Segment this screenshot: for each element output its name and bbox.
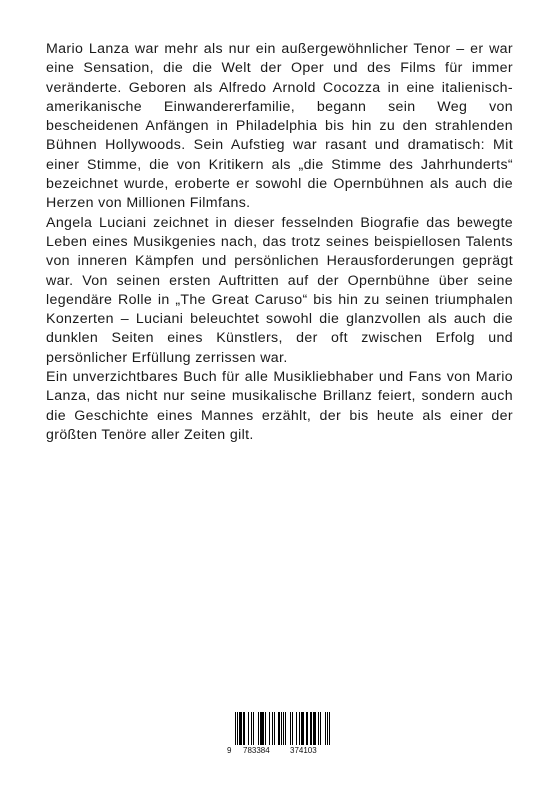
barcode-bar <box>279 712 280 745</box>
barcode-bar <box>325 712 326 745</box>
barcode-bar <box>299 712 300 745</box>
back-cover-text <box>46 40 513 445</box>
barcode-bar <box>248 712 249 745</box>
barcode-bar <box>253 712 254 745</box>
isbn-barcode <box>226 711 332 757</box>
barcode-bar <box>296 712 297 745</box>
paragraph-biography: Angela Luciani zeichnet in dieser fesselnden Biografie das bewegte Leben eines Musikgenies nach, das trotz seines beispiellosen Talents von inneren Kämpfen und persönlichen Herausforderungen geprägt war. Von seinen ersten Auftritten auf der Opernbühne über seine legendäre Rolle in „The Great Caruso“ bis hin zu seinen triumphalen Konzerten – Luciani beleuchtet sowohl die glanzvollen als auch die dunklen Seiten eines Künstlers, der oft zwischen Erfolg und persönlicher Erfüllung zerrissen war. <box>46 214 513 366</box>
barcode-bar <box>251 712 252 745</box>
barcode-bar <box>243 712 244 745</box>
barcode-bar <box>307 712 308 745</box>
barcode-bar <box>260 712 261 745</box>
barcode-bar <box>313 712 314 745</box>
barcode-bar <box>274 712 275 745</box>
barcode-bar <box>311 712 312 745</box>
barcode-digit-group-left: 783384 <box>243 746 270 755</box>
barcode-bar <box>239 712 240 745</box>
barcode-bar <box>302 712 303 745</box>
barcode-bar <box>265 712 266 745</box>
barcode-bar <box>278 712 279 745</box>
barcode-bar <box>258 712 259 745</box>
paragraph-intro: Mario Lanza war mehr als nur ein außergewöhnlicher Tenor – er war eine Sensation, die die Welt der Oper und des Films für immer veränderte. Geboren als Alfredo Arnold Cocozza in eine italienisch-amerikanische Einwandererfamilie, begann sein Weg von bescheidenen Anfängen in Philadelphia bis hin zu den strahlenden Bühnen Hollywoods. Sein Aufstieg war rasant und dramatisch: Mit einer Stimme, die von Kritikern als „die Stimme des Jahrhunderts“ bezeichnet wurde, eroberte er sowohl die Opernbühnen als auch die Herzen von Millionen Filmfans. <box>46 41 513 212</box>
barcode-bar <box>290 712 291 745</box>
barcode-digit-first: 9 <box>227 746 232 755</box>
barcode-bar <box>320 712 321 745</box>
barcode-bar <box>315 712 316 745</box>
barcode-digit-group-right: 374103 <box>290 746 317 755</box>
barcode-bar <box>314 712 315 745</box>
barcode-bar <box>303 712 304 745</box>
barcode-bar <box>244 712 245 745</box>
barcode-bar <box>306 712 307 745</box>
barcode-bar <box>261 712 262 745</box>
barcode-bar <box>285 712 286 745</box>
barcode-bar <box>240 712 241 745</box>
barcode-bar <box>292 712 293 745</box>
barcode-digits <box>226 745 332 757</box>
barcode-bar <box>269 712 270 745</box>
barcode-bar <box>263 712 264 745</box>
barcode-bar <box>241 712 242 745</box>
barcode-bar <box>262 712 263 745</box>
barcode-bar <box>310 712 311 745</box>
barcode-bar <box>301 712 302 745</box>
barcode-bar <box>272 712 273 745</box>
barcode-bar <box>318 712 319 745</box>
paragraph-recommendation: Ein unverzichtbares Buch für alle Musikliebhaber und Fans von Mario Lanza, das nicht nur seine musikalische Brillanz feiert, sondern auch die Geschichte eines Mannes erzählt, der bis heute als einer der größten Tenöre aller Zeiten gilt. <box>46 369 513 443</box>
